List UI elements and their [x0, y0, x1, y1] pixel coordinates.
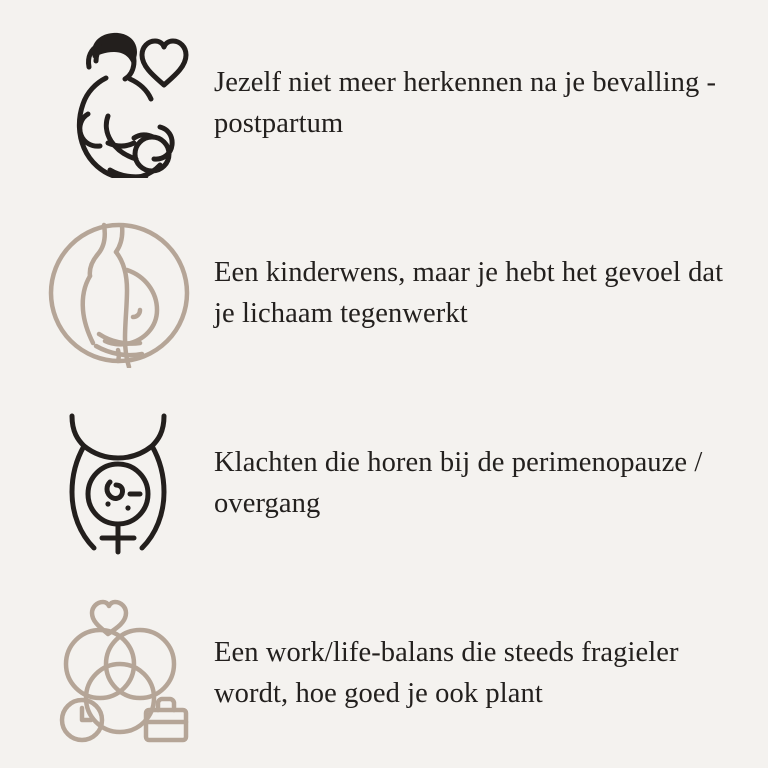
list-item: [0, 198, 768, 388]
list-item-label: Een work/life-balans die steeds fragieler wordt, hoe goed je ook plant: [214, 636, 679, 709]
list-item-text-cell: [204, 62, 754, 145]
list-item-label: Klachten die horen bij de perimenopauze / overgang: [214, 446, 703, 519]
list-item: [0, 578, 768, 768]
torso-with-female-gender-symbol-icon: [34, 398, 204, 568]
list-item-text-cell: [204, 442, 754, 525]
list-item: [0, 8, 768, 198]
work-life-balance-circles-icon: [34, 588, 204, 758]
list-item: [0, 388, 768, 578]
pregnant-belly-in-circle-icon: [34, 208, 204, 378]
list-item-text-cell: [204, 252, 754, 335]
list-item-label: Jezelf niet meer herkennen na je bevalling - postpartum: [214, 66, 717, 139]
list-item-text-cell: [204, 632, 754, 715]
list-item-label: Een kinderwens, maar je hebt het gevoel dat je lichaam tegenwerkt: [214, 256, 724, 329]
mother-holding-baby-with-heart-icon: [34, 18, 204, 188]
